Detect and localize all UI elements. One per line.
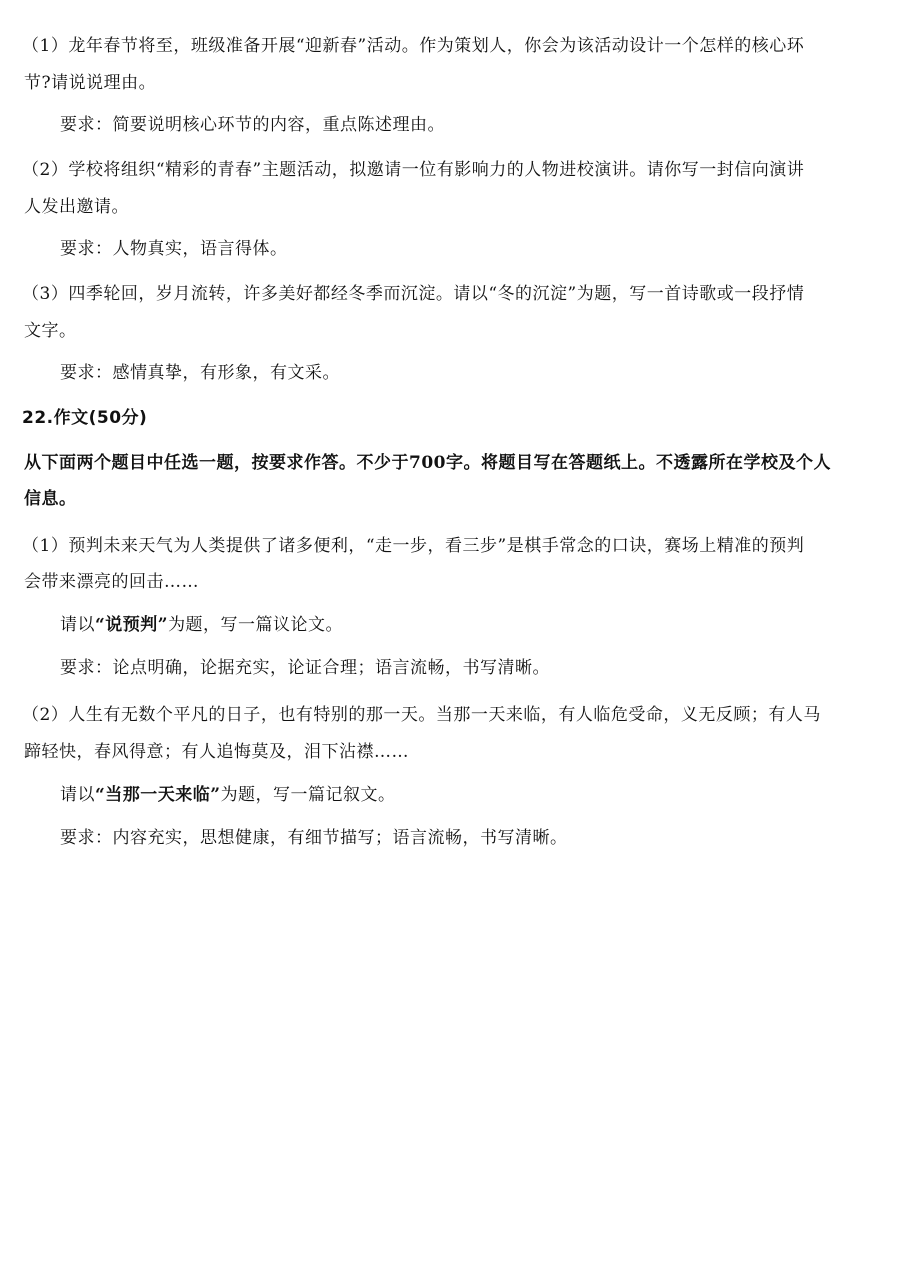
item1-line1: （1）龙年春节将至，班级准备开展“迎新春”活动。作为策划人，你会为该活动设计一个怎样的核心环: [22, 36, 805, 56]
topic1-requirement: 要求：论点明确，论据充实，论证合理；语言流畅，书写清晰。: [60, 658, 550, 678]
topic2-requirement: 要求：内容充实，思想健康，有细节描写；语言流畅，书写清晰。: [60, 828, 568, 848]
item3-requirement: 要求：感情真挚，有形象，有文采。: [60, 363, 340, 383]
topic2-prompt: [60, 784, 396, 806]
topic2-prompt-pre: 请以: [60, 785, 95, 805]
item3-line2: 文字。: [24, 321, 77, 341]
item2-line1: （2）学校将组织“精彩的青春”主题活动，拟邀请一位有影响力的人物进校演讲。请你写一封信向演讲: [22, 160, 805, 180]
topic1-prompt: [60, 614, 343, 636]
topic1-line1: （1）预判未来天气为人类提供了诸多便利，“走一步，看三步”是棋手常念的口诀，赛场上精准的预判: [22, 536, 805, 556]
topic1-title: “说预判”: [95, 615, 169, 635]
essay-instruction-line2: 信息。: [24, 489, 77, 509]
topic2-title: “当那一天来临”: [95, 785, 221, 805]
essay-instruction-line1: 从下面两个题目中任选一题，按要求作答。不少于700字。将题目写在答题纸上。不透露所在学校及个人: [24, 453, 831, 473]
item1-requirement: 要求：简要说明核心环节的内容，重点陈述理由。: [60, 115, 445, 135]
item2-line2: 人发出邀请。: [24, 197, 129, 217]
topic1-prompt-pre: 请以: [60, 615, 95, 635]
item3-line1: （3）四季轮回，岁月流转，许多美好都经冬季而沉淀。请以“冬的沉淀”为题，写一首诗歌或一段抒情: [22, 284, 805, 304]
item1-line2: 节?请说说理由。: [24, 73, 157, 93]
topic2-line1: （2）人生有无数个平凡的日子，也有特别的那一天。当那一天来临，有人临危受命，义无反顾；有人马: [22, 705, 821, 725]
topic1-prompt-post: 为题，写一篇议论文。: [168, 615, 344, 635]
topic1-line2: 会带来漂亮的回击……: [24, 572, 199, 592]
topic2-prompt-post: 为题，写一篇记叙文。: [220, 785, 396, 805]
question-22-heading: 22.作文(50分): [22, 408, 148, 428]
item2-requirement: 要求：人物真实，语言得体。: [60, 239, 288, 259]
topic2-line2: 蹄轻快，春风得意；有人追悔莫及，泪下沾襟……: [24, 742, 409, 762]
